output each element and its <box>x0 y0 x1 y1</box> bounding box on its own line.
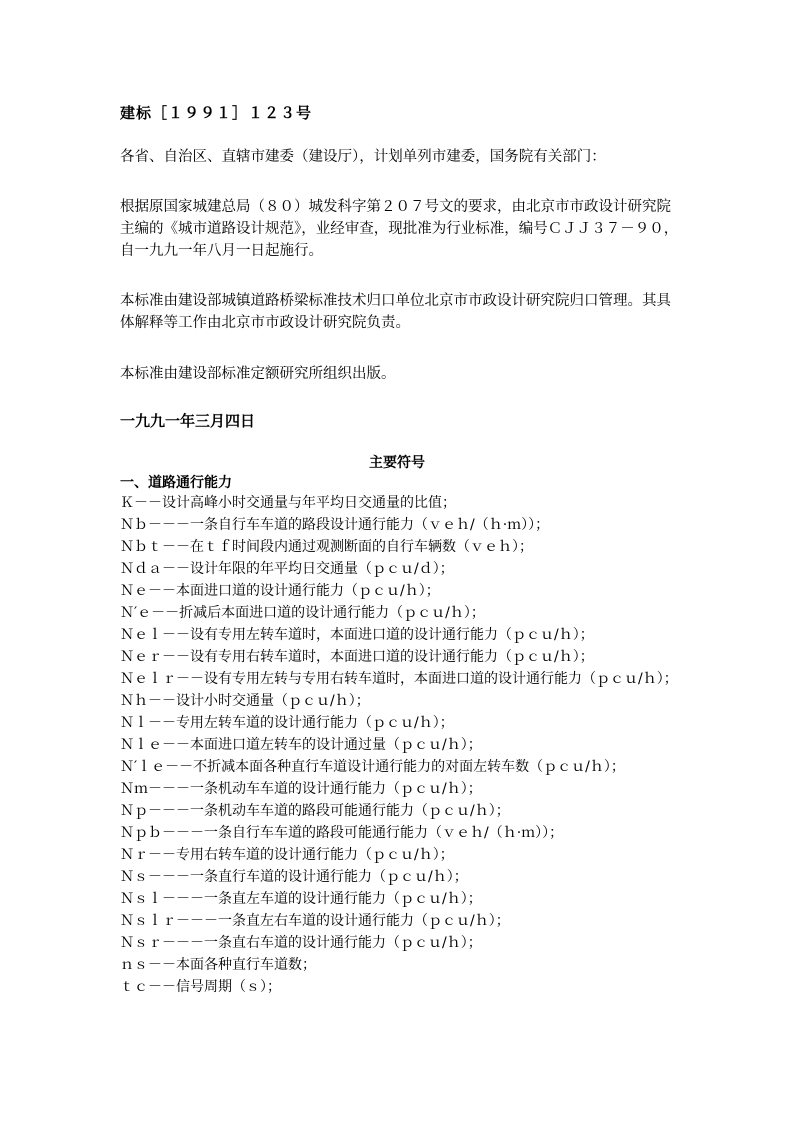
symbol-item: Ｎ′ｅ－－折减后本面进口道的设计通行能力（ｐｃｕ/ｈ）； <box>120 605 485 621</box>
symbol-item: Ｎｈ－－设计小时交通量（ｐｃｕ/ｈ）； <box>120 693 370 709</box>
symbol-item: Ｎｄａ－－设计年限的年平均日交通量（ｐｃｕ/ｄ）； <box>120 561 454 577</box>
symbol-item: ｎｓ－－本面各种直行车道数； <box>120 957 316 973</box>
approval-paragraph: 根据原国家城建总局（８０）城发科字第２０７号文的要求，由北京市市政设计研究院主编的《城市道路设计规范》，业经审查，现批准为行业标准，编号ＣＪＪ３７－９０，自一九九一年八月一日起施行。 <box>120 199 679 259</box>
addressees-paragraph: 各省、自治区、直辖市建委（建设厅），计划单列市建委，国务院有关部门： <box>120 149 606 165</box>
publishing-paragraph: 本标准由建设部标准定额研究所组织出版。 <box>120 366 396 382</box>
symbol-item: Ｎｌ－－专用左转车道的设计通行能力（ｐｃｕ/ｈ）； <box>120 715 454 731</box>
symbol-item: Ｎｓ－－－一条直行车道的设计通行能力（ｐｃｕ/ｈ）； <box>120 869 468 885</box>
symbol-item: Ｎｐ－－－一条机动车车道的路段可能通行能力（ｐｃｕ/ｈ）； <box>120 803 510 819</box>
symbol-item: Ｎｅｒ－－设有专用右转车道时，本面进口道的设计通行能力（ｐｃｕ/ｈ）； <box>120 649 594 665</box>
symbol-item: Ｎｅｌ－－设有专用左转车道时，本面进口道的设计通行能力（ｐｃｕ/ｈ）； <box>120 627 594 643</box>
symbol-item: Ｎｌｅ－－本面进口道左转车的设计通过量（ｐｃｕ/ｈ）； <box>120 737 482 753</box>
issue-date: 一九九一年三月四日 <box>120 412 256 430</box>
symbol-item: Ｎｅｌｒ－－设有专用左转与专用右转车道时，本面进口道的设计通行能力（ｐｃｕ/ｈ）； <box>120 671 678 687</box>
symbol-item: Ｎｓｌ－－－一条直左车道的设计通行能力（ｐｃｕ/ｈ）； <box>120 891 482 907</box>
symbol-item: Ｎｒ－－专用右转车道的设计通行能力（ｐｃｕ/ｈ）； <box>120 847 454 863</box>
symbol-list <box>120 492 680 998</box>
symbol-item: Ｋ－－设计高峰小时交通量与年平均日交通量的比值； <box>120 495 456 511</box>
section-heading: 一、道路通行能力 <box>120 475 232 491</box>
symbol-item: Ｎｅ－－本面进口道的设计通行能力（ｐｃｕ/ｈ）； <box>120 583 440 599</box>
symbol-item: Ｎｍ－－－一条机动车车道的设计通行能力（ｐｃｕ/ｈ）； <box>120 781 482 797</box>
symbol-item: Ｎ′ｌｅ－－不折减本面各种直行车道设计通行能力的对面左转车数（ｐｃｕ/ｈ）； <box>120 759 625 775</box>
management-paragraph: 本标准由建设部城镇道路桥梁标准技术归口单位北京市市政设计研究院归口管理。其具体解释等工作由北京市市政设计研究院负责。 <box>120 293 671 331</box>
symbols-title: 主要符号 <box>369 455 425 471</box>
symbol-item: Ｎｓｌｒ－－－一条直左右车道的设计通行能力（ｐｃｕ/ｈ）； <box>120 913 510 929</box>
symbol-item: Ｎｂ－－－一条自行车车道的路段设计通行能力（ｖｅｈ/（ｈ·ｍ））； <box>120 517 550 533</box>
document-number: 建标［１９９１］１２３号 <box>120 104 313 122</box>
symbol-item: Ｎｂｔ－－在ｔｆ时间段内通过观测断面的自行车辆数（ｖｅｈ）； <box>120 539 533 555</box>
symbol-item: Ｎｐｂ－－－一条自行车车道的路段可能通行能力（ｖｅｈ/（ｈ·ｍ））； <box>120 825 564 841</box>
symbol-item: ｔｃ－－信号周期（ｓ）； <box>120 979 281 995</box>
symbol-item: Ｎｓｒ－－－一条直右车道的设计通行能力（ｐｃｕ/ｈ）； <box>120 935 482 951</box>
